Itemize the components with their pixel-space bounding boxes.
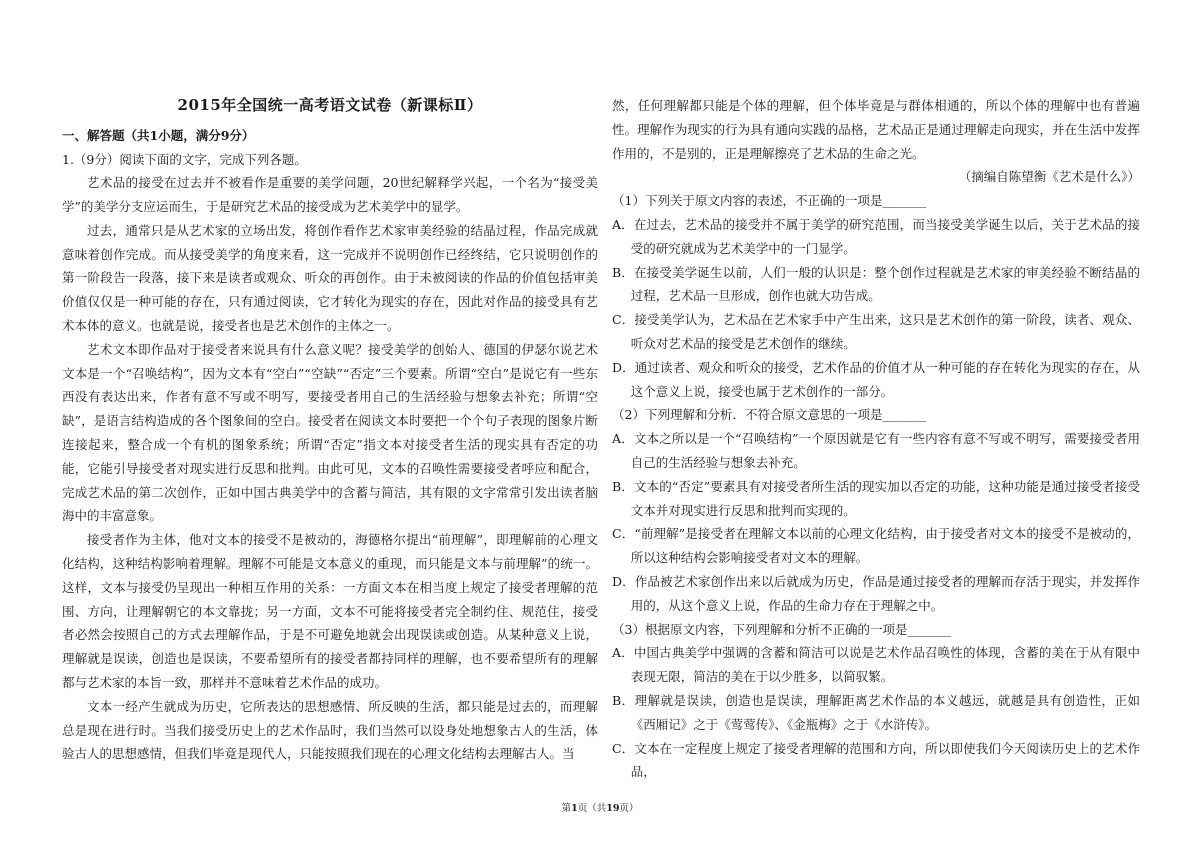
passage-paragraph-5-start: 文本一经产生就成为历史，它所表达的思想感情、所反映的生活，都只能是过去的，而理解总是现在进行时。当我们接受历史上的艺术作品时，我们当然可以设身处地想象古人的生活，体验古人的思想感情，但我们毕竟是现代人，只能按照我们现在的心理文化结构去理解古人。当: [62, 698, 598, 762]
question-1-option-b: B．在接受美学诞生以前，人们一般的认识是：整个创作过程就是艺术家的审美经验不断结晶的过程，艺术品一旦形成，创作也就大功告成。: [612, 264, 1140, 304]
passage-paragraph-3: 艺术文本即作品对于接受者来说具有什么意义呢？接受美学的创始人、德国的伊瑟尔说艺术文本是一个“召唤结构”，因为文本有“空白”“空缺”“否定”三个要素。所谓“空白”是说它有一些东西没有表达出来，作者有意不写或不明写，要接受者用自己的生活经验与想象去补充；所谓“空缺”，是语言结构造成的各个图象间的空白。接受者在阅读文本时要把一个个句子表现的图象片断连接起来，整合成一个有机的图象系统；所谓“否定”指文本对接受者生活的现实具有否定的功能，它能引导接受者对现实进行反思和批判。由此可见，文本的召唤性需要接受者呼应和配合，完成艺术品的第二次创作，正如中国古典美学中的含蓄与简洁，其有限的文字常常引发出读者脑海中的丰富意象。: [62, 341, 598, 524]
question-2-option-a: A．文本之所以是一个“召唤结构”一个原因就是它有一些内容有意不写或不明写，需要接受者用自己的生活经验与想象去补充。: [612, 431, 1140, 470]
question-1-option-d: D．通过读者、观众和听众的接受，艺术作品的价值才从一种可能的存在转化为现实的存在，从这个意义上说，接受也属于艺术创作的一部分。: [612, 359, 1140, 399]
footer-mid: 页（共: [577, 803, 607, 814]
question-intro: 1.（9分）阅读下面的文字，完成下列各题。: [62, 151, 307, 167]
left-column: [62, 94, 598, 766]
question-3-option-c: C．文本在一定程度上规定了接受者理解的范围和方向，所以即使我们今天阅读历史上的艺术作品，: [612, 740, 1140, 780]
question-3-option-b: B．理解就是误读，创造也是误读，理解距离艺术作品的本义越远，就越是具有创造性，正如《西厢记》之于《莺莺传》、《金瓶梅》之于《水浒传》。: [612, 692, 1140, 732]
passage-paragraph-2: 过去，通常只是从艺术家的立场出发，将创作看作艺术家审美经验的结晶过程，作品完成就意味着创作完成。而从接受美学的角度来看，这一完成并不说明创作已经终结，它只说明创作的第一阶段告一段落，接下来是读者或观众、听众的再创作。由于未被阅读的作品的价值包括审美价值仅仅是一种可能的存在，只有通过阅读，它才转化为现实的存在，因此对作品的接受具有艺术本体的意义。也就是说，接受者也是艺术创作的主体之一。: [62, 222, 598, 334]
footer-total-pages: 19: [606, 803, 620, 814]
question-2-option-c: C．“前理解”是接受者在理解文本以前的心理文化结构，由于接受者对文本的接受不是被动的，所以这种结构会影响接受者对文本的理解。: [612, 526, 1140, 566]
question-1-option-a: A．在过去，艺术品的接受并不属于美学的研究范围，而当接受美学诞生以后，关于艺术品的接受的研究就成为艺术美学中的一门显学。: [612, 216, 1140, 256]
question-3-stem: （3）根据原文内容，下列理解和分析不正确的一项是_______: [612, 621, 952, 637]
footer-page-number: 1: [571, 803, 578, 814]
question-3-option-a: A．中国古典美学中强调的含蓄和简洁可以说是艺术作品召唤性的体现，含蓄的美在于从有限中表现无限，简洁的美在于以少胜多，以简驭繁。: [612, 645, 1140, 685]
footer-suffix: 页）: [619, 803, 639, 814]
page-footer: [0, 800, 1200, 814]
passage-paragraph-5-end: 然，任何理解都只能是个体的理解，但个体毕竟是与群体相通的，所以个体的理解中也有普遍性。理解作为现实的行为具有通向实践的品格，艺术品正是通过理解走向现实，并在生活中发挥作用的，不是别的，正是理解擦亮了艺术品的生命之光。: [612, 98, 1140, 161]
question-2-option-d: D．作品被艺术家创作出来以后就成为历史，作品是通过接受者的理解而存活于现实，并发挥作用的，从这个意义上说，作品的生命力存在于理解之中。: [612, 573, 1140, 613]
section-heading: 一、解答题（共1小题，满分9分）: [62, 128, 255, 143]
passage-paragraph-1: 艺术品的接受在过去并不被看作是重要的美学问题，20世纪解释学兴起，一个名为“接受美学”的美学分支应运而生，于是研究艺术品的接受成为艺术美学中的显学。: [62, 175, 598, 215]
footer-prefix: 第: [561, 803, 572, 814]
question-2-option-b: B．文本的“否定”要素具有对接受者所生活的现实加以否定的功能，这种功能是通过接受者接受文本并对现实进行反思和批判而实现的。: [612, 478, 1140, 518]
question-1-option-c: C．接受美学认为，艺术品在艺术家手中产生出来，这只是艺术创作的第一阶段，读者、观众、听众对艺术品的接受是艺术创作的继续。: [612, 312, 1140, 351]
question-2-stem: （2）下列理解和分析．不符合原文意思的一项是_______: [612, 407, 927, 423]
question-1-stem: （1）下列关于原文内容的表述，不正确的一项是_______: [612, 193, 927, 209]
right-column: [612, 94, 1140, 784]
passage-source: （摘编自陈望衡《艺术是什么》）: [958, 169, 1140, 185]
page-title: 2015年全国统一高考语文试卷（新课标Ⅱ）: [177, 96, 483, 114]
passage-paragraph-4: 接受者作为主体，他对文本的接受不是被动的，海德格尔提出“前理解”，即理解前的心理文化结构，这种结构影响着理解。理解不可能是文本意义的重现，而只能是文本与前理解”的统一。这样，文本与接受仍呈现出一种相互作用的关系：一方面文本在相当度上规定了接受者理解的范围、方向，让理解朝它的本文靠拢；另一方面，文本不可能将接受者完全制约住、规范住，接受者必然会按照自己的方式去理解作品，于是不可避免地就会出现误读或创造。从某种意义上说，理解就是误读，创造也是误读，不要希望所有的接受者都持同样的理解，也不要希望所有的理解都与艺术家的本旨一致，那样并不意味着艺术作品的成功。: [62, 532, 598, 691]
